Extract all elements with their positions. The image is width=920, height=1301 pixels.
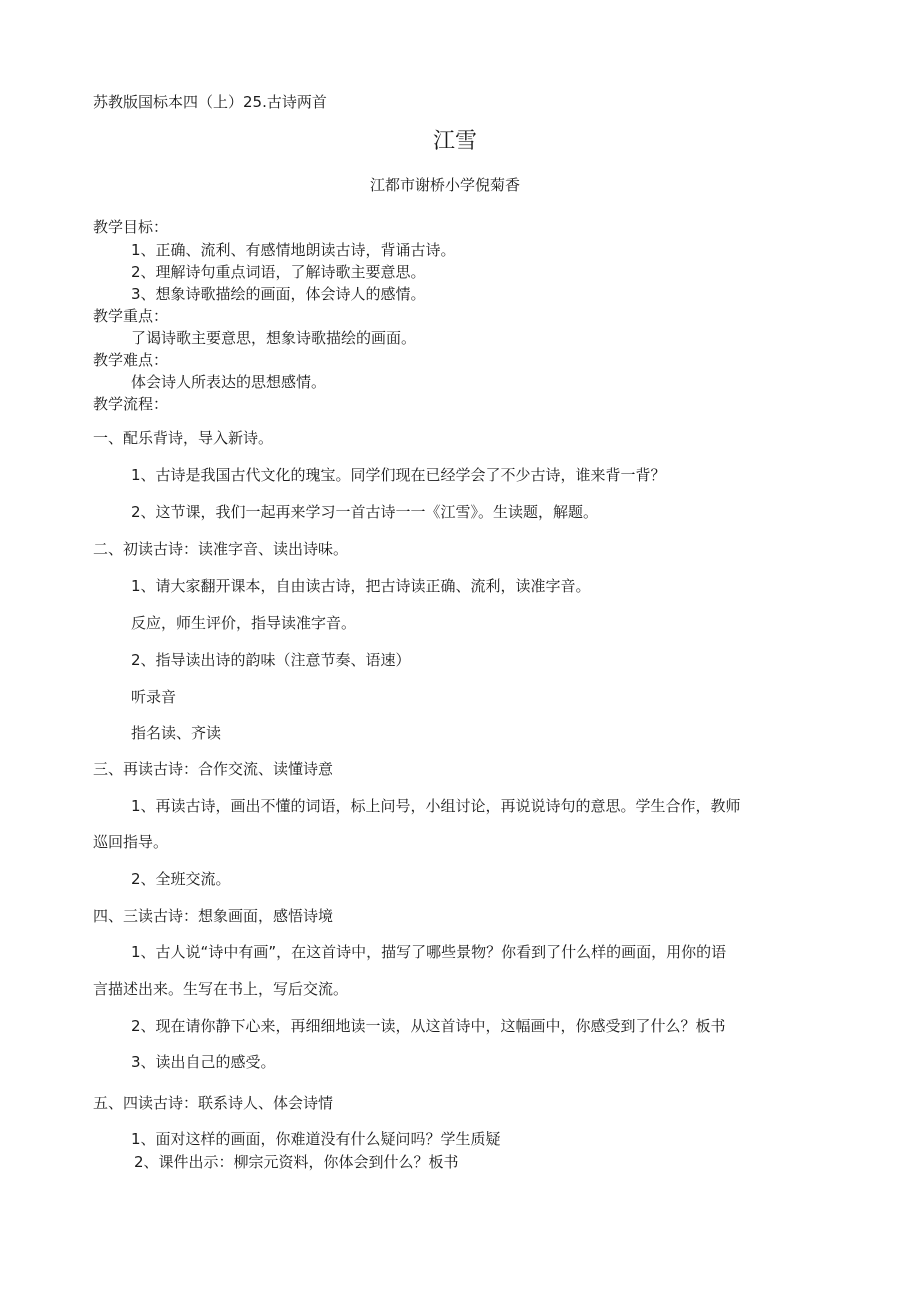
objective-item: 3、想象诗歌描绘的画面，体会诗人的感情。 xyxy=(131,285,426,303)
objective-item: 2、理解诗句重点词语，了解诗歌主要意思。 xyxy=(131,263,426,281)
section-heading: 四、三读古诗：想象画面，感悟诗境 xyxy=(93,907,334,925)
section-item-continuation: 巡回指导。 xyxy=(93,833,169,851)
section-item: 1、古人说“诗中有画”，在这首诗中，描写了哪些景物？你看到了什么样的画面，用你的语 xyxy=(131,943,727,961)
section-item: 2、指导读出诗的韵味（注意节奏、语速） xyxy=(131,651,411,669)
section-heading: 二、初读古诗：读准字音、读出诗味。 xyxy=(93,540,349,558)
key-point-text: 了谒诗歌主要意思，想象诗歌描绘的画面。 xyxy=(131,329,417,347)
section-item: 2、全班交流。 xyxy=(131,870,231,888)
objective-item: 1、正确、流利、有感情地朗读古诗，背诵古诗。 xyxy=(131,241,456,259)
section-item: 反应，师生评价，指导读准字音。 xyxy=(131,614,357,632)
key-point-heading: 教学重点： xyxy=(93,307,169,325)
section-heading: 三、再读古诗：合作交流、读懂诗意 xyxy=(93,760,334,778)
difficulty-heading: 教学难点： xyxy=(93,351,169,369)
section-heading: 五、四读古诗：联系诗人、体会诗情 xyxy=(93,1094,334,1112)
author-line: 江都市谢桥小学倪菊香 xyxy=(370,176,521,194)
section-item: 3、读出自己的感受。 xyxy=(131,1053,276,1071)
series-line: 苏教版国标本四（上）25.古诗两首 xyxy=(93,93,327,111)
section-item: 2、这节课，我们一起再来学习一首古诗一一《江雪》。生读题，解题。 xyxy=(131,503,599,521)
section-item: 1、请大家翻开课本，自由读古诗，把古诗读正确、流利，读准字音。 xyxy=(131,577,591,595)
section-item-continuation: 言描述出来。生写在书上，写后交流。 xyxy=(93,980,349,998)
section-item: 2、现在请你静下心来，再细细地读一读，从这首诗中，这幅画中，你感受到了什么？板书 xyxy=(131,1017,726,1035)
difficulty-text: 体会诗人所表达的思想感情。 xyxy=(131,373,327,391)
process-heading: 教学流程： xyxy=(93,395,169,413)
section-item: 1、古诗是我国古代文化的瑰宝。同学们现在已经学会了不少古诗，谁来背一背？ xyxy=(131,466,666,484)
section-item: 1、面对这样的画面，你难道没有什么疑问吗？学生质疑 xyxy=(131,1130,501,1148)
section-item: 2、课件出示：柳宗元资料，你体会到什么？板书 xyxy=(134,1153,459,1171)
section-item: 听录音 xyxy=(131,688,177,706)
objectives-heading: 教学目标： xyxy=(93,218,169,236)
document-title: 江雪 xyxy=(433,129,478,154)
section-item: 指名读、齐读 xyxy=(131,724,222,742)
section-heading: 一、配乐背诗，导入新诗。 xyxy=(93,429,274,447)
section-item: 1、再读古诗，画出不懂的词语，标上问号，小组讨论，再说说诗句的意思。学生合作，教师 xyxy=(131,797,741,815)
